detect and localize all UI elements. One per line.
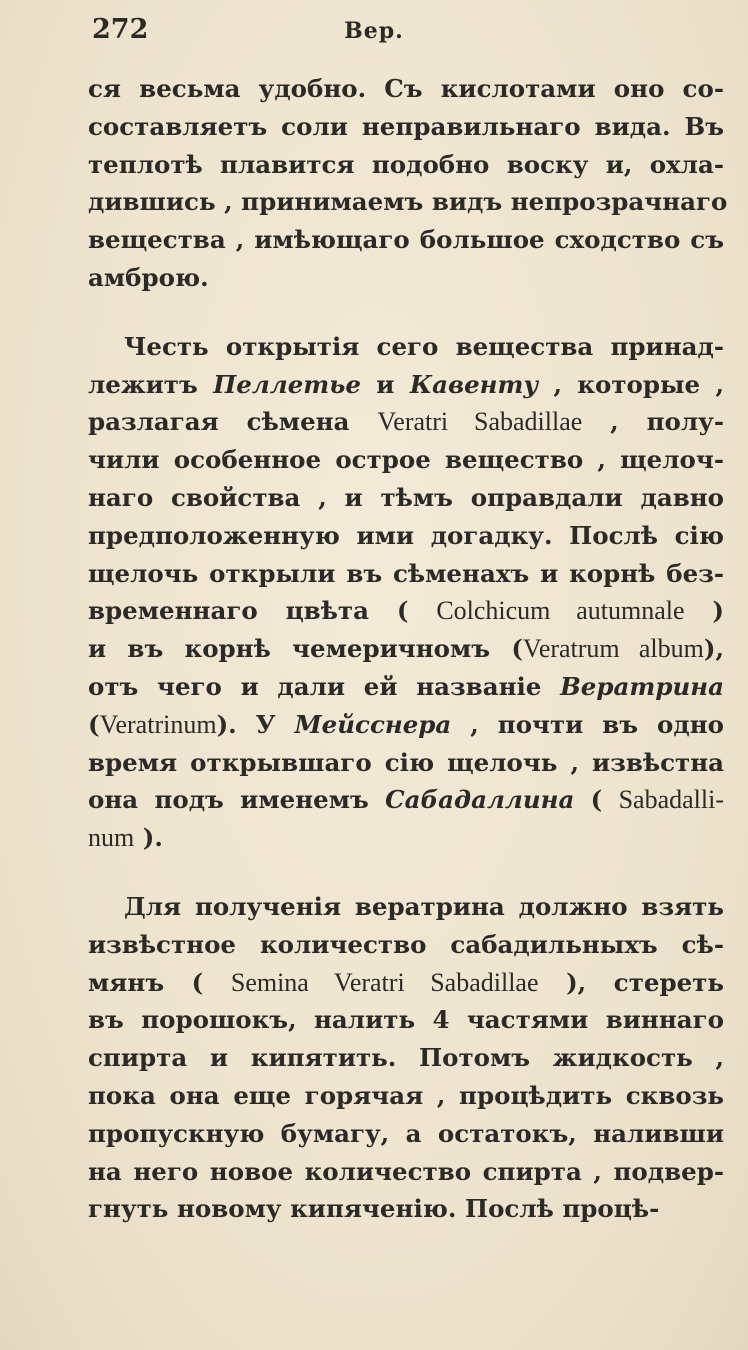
latin-term: Sabadalli- [618,785,724,815]
text-run: ( [574,785,619,815]
text-line [88,744,724,782]
text-run: пропускную бумагу, а остатокъ, наливши [88,1118,724,1148]
text-line [88,592,724,630]
text-line [88,706,724,744]
page-number: 272 [92,14,149,45]
body-text [88,70,728,1228]
latin-term: Veratrinum [99,709,217,739]
text-line [88,819,724,857]
text-line [88,555,724,593]
text-run: , которые , [538,369,725,399]
text-run: временнаго цвѣта ( [88,596,437,626]
text-line [88,781,724,819]
text-run: Честь открытія сего вещества принад- [124,331,724,361]
text-line [88,146,724,184]
text-run: вещества , имѣющаго большое сходство съ [88,225,724,255]
text-line [88,183,728,221]
italic-name: Сабадаллина [385,785,575,815]
text-run: дившись , принимаемъ видъ непрозрачнаго [88,187,728,217]
text-run: гнуть новому кипяченію. Послѣ процѣ- [88,1194,660,1224]
text-run: ся весьма удобно. Съ кислотами оно со- [88,74,724,103]
paragraph-gap [88,857,724,888]
text-run: щелочь открыли въ сѣменахъ и корнѣ без- [88,558,724,588]
italic-name: Мейсснера [294,709,452,739]
text-run: чили особенное острое вещество , щелоч- [88,445,724,475]
text-line [88,108,724,146]
text-line [88,668,724,706]
latin-term: Veratri Sabadillae [377,407,583,437]
text-line [88,1039,724,1077]
text-line [88,328,724,366]
text-run: наго свойства , и тѣмъ оправдали давно [88,482,724,512]
text-line [88,441,724,479]
latin-term: Colchicum autumnale [436,596,685,626]
latin-term: Veratrum album [522,634,704,664]
text-run: и въ корнѣ чемеричномъ ( [88,634,523,664]
text-line [88,1001,724,1039]
text-run: ). [134,823,163,853]
text-run: ( [88,709,100,739]
italic-name: Вератрина [560,671,724,701]
text-run: она подъ именемъ [88,785,386,815]
italic-name: Пеллетье [213,369,361,399]
text-line [88,479,724,517]
text-run: спирта и кипятить. Потомъ жидкость , [88,1043,724,1073]
latin-term: Semina Veratri Sabadillae [230,967,539,997]
text-run: составляетъ соли неправильнаго вида. Въ [88,111,724,141]
text-run: время открывшаго сію щелочь , извѣстна [88,747,724,777]
text-run: предположенную ими догадку. Послѣ сію [88,520,724,550]
text-line [88,221,724,259]
text-run: амброю. [88,262,209,292]
text-line [88,70,724,108]
text-run: извѣстное количество сабадильныхъ сѣ- [88,929,724,959]
latin-term: num [88,823,135,853]
text-line [88,403,724,441]
text-run: и [360,369,410,399]
text-line [88,888,724,926]
paragraph [88,70,728,297]
italic-name: Кавенту [409,369,539,399]
text-run: Для полученія вератрина должно взять [124,891,724,921]
paragraph [88,888,724,1228]
text-run: мянъ ( [88,967,231,997]
text-run: на него новое количество спирта , подвер- [88,1156,724,1186]
text-line [88,926,724,964]
text-run: ) [684,596,725,626]
text-run: ), [703,634,725,664]
text-line [88,1115,724,1153]
text-line [88,517,724,555]
page-header [0,14,748,54]
text-run: въ порошокъ, налить 4 частями виннаго [88,1005,724,1035]
text-run: , почти въ одно [451,709,724,739]
text-run: ), стереть [538,967,724,997]
text-run: разлагая сѣмена [88,407,378,437]
text-line [88,366,724,404]
text-line [88,964,724,1002]
text-line [88,1153,724,1191]
text-run: теплотѣ плавится подобно воску и, охла- [88,149,724,179]
text-run: лежитъ [88,369,214,399]
running-head: Вер. [344,18,404,44]
paragraph-gap [88,297,724,328]
text-line [88,1190,724,1228]
text-run: , полу- [582,407,724,437]
text-line [88,630,724,668]
text-run: ). У [216,709,295,739]
text-line [88,259,724,297]
text-run: отъ чего и дали ей названіе [88,671,561,701]
paragraph [88,328,724,857]
text-line [88,1077,724,1115]
text-run: пока она еще горячая , процѣдить сквозь [88,1080,724,1110]
